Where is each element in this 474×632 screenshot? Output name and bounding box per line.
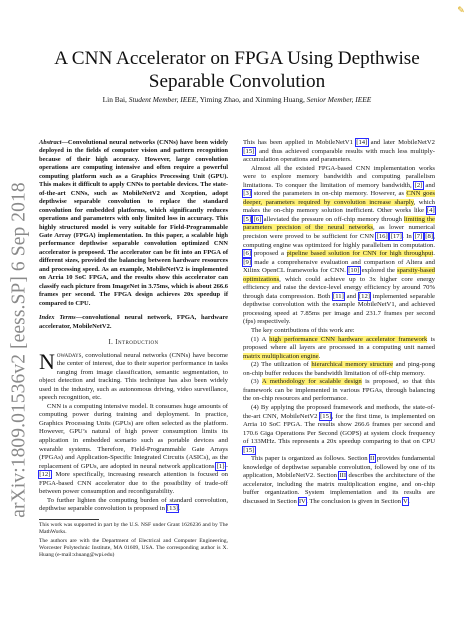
citation-link[interactable]: [15] <box>243 446 255 454</box>
citation-link[interactable]: [9] <box>243 258 252 266</box>
highlighted-text[interactable]: sparsity-based optimizations <box>243 267 435 283</box>
citation-link[interactable]: [16] <box>376 233 388 241</box>
arxiv-sidebar <box>8 170 32 530</box>
highlighted-text[interactable]: hierarchical memory structure <box>311 361 394 369</box>
citation-link[interactable]: [5] <box>243 215 252 223</box>
body-paragraph: Nowadays, convolutional neural networks (CNNs) have become the center of interest, due to their superior performance in tasks ranging from image classification, semantic segmentation, to object detection and tracking. This technique has also been widely used in the industry, such as autonomous driving, video surveillance, speech recognition, etc. <box>39 348 228 402</box>
citation-link[interactable]: [4] <box>426 207 435 215</box>
body-paragraph: (1) A high performance CNN hardware accelerator framework is proposed where all layers are processed in a computing unit named matrix multiplication engine. <box>243 335 435 360</box>
body-paragraph: (3) A methodology for scalable design is proposed, so that this framework can be implemented in various FPGAs, through balancing the on-chip resources and performance. <box>243 378 435 403</box>
highlighted-text[interactable]: CNN goes deeper, parameters required by convolution increase sharply <box>243 190 436 206</box>
body-paragraph: CNN is a computing intensive model. It consumes huge amounts of computing power during training and deployment. In practice, Graphics Processing Units (GPUs) are often selected as the platform. However, GPU’s natural of high power consumption limits its application in embedded scenario such as portable devices and wearable systems. Therefore, Field-Programmable Gate Arrays (FPGAs) and Application-Specific Integrated Circuits (ASICs), as the replacement of GPUs, are adopted in neural network applications [1]–[12]. More specifically, increasing research attention is focused on FPGA-based CNN accelerator due to the possibility of trade-off between power consumption and reconfigurability. <box>39 402 228 496</box>
highlighted-text[interactable]: matrix multiplication engine <box>243 352 319 360</box>
citation-link[interactable]: [1] <box>216 462 225 470</box>
body-paragraph: This has been applied in MobileNetV1 [14] and later MobileNetV2 [15], and thus achieved comparable results with much less multiply-accumulation operations and parameters. <box>243 139 435 164</box>
paper-title: A CNN Accelerator on FPGA Using Depthwise Separable Convolution <box>54 48 420 92</box>
citation-link[interactable]: [15] <box>243 147 255 155</box>
footnote-divider <box>39 519 99 520</box>
highlighted-text[interactable]: limiting the parameters precision of the neural networks <box>243 215 435 232</box>
citation-link[interactable]: IV <box>298 497 306 505</box>
body-paragraph: (4) By applying the proposed framework and methods, the state-of-the-art CNN, MobileNetV2 [15], for the first time, is implemented on Arria 10 SoC FPGA. The results show 266.6 frames per second and 170.6 Giga Operations Per Second (GOPS) at system clock frequency of 133MHz. This represents a 20x speedup comparing to that on CPU [15]. <box>243 403 435 454</box>
section-heading: I. Introduction <box>108 338 159 346</box>
drop-cap: N <box>39 348 55 374</box>
citation-link[interactable]: [13] <box>166 505 178 513</box>
citation-link[interactable]: [6] <box>243 250 252 258</box>
citation-link[interactable]: [7] <box>414 233 423 241</box>
footnote: The authors are with the Department of Electrical and Computer Engineering, Worcester Polytechnic Institute, MA 01609, USA. The corresponding author is X. Huang (e-mail:xhuang@wpi.edu) <box>39 537 228 558</box>
citation-link[interactable]: [12] <box>358 292 371 300</box>
citation-link[interactable]: [8] <box>425 233 434 241</box>
citation-link[interactable]: [6] <box>253 215 262 223</box>
footnote: This work was supported in part by the U.S. NSF under Grant 1626236 and by The MathWorks. <box>39 521 228 535</box>
pdf-annotation-icon[interactable]: ✎ <box>457 6 465 16</box>
body-paragraph: To further lighten the computing burden of standard convolution, depthwise separable convolution is proposed in [13]. <box>39 496 228 513</box>
citation-link[interactable]: [11] <box>333 292 344 300</box>
body-paragraph: Almost all the existed FPGA-based CNN implementation works were to explore memory bandwidth and computing parallelism limitations. To conquer the limitation of memory bandwidth, [2] and [3] stored the parameters in on-chip memory. However, as CNN goes deeper, parameters required by convolution increase sharply, which makes the on-chip memory solution inefficient. Other works like [4] [5] [6] alleviated the pressure on off-chip memory through limiting the parameters precision of the neural networks, as lower numerical precision were proved to be sufficient for CNN [16] [17]. In [7] [8], computing engine was optimized for highly parallelism in computation. [6] proposed a pipeline based solution for CNN for high throughput. [9] made a comprehensive evaluation and comparison of Altera and Xilinx OpenCL frameworks for CNN. [10] explored the sparsity-based optimizations, which could achieve up to 3x higher core energy efficiency and raise the device-level energy efficiency by around 70% through data compression. Both [11] and [12] implemented separable depthwise convolution with the example MobileNetV1, and achieved processing speed at 7.85ms per image and 231.7 frames per second (fps) respectively. <box>243 164 436 326</box>
citation-link[interactable]: III <box>339 472 347 480</box>
body-paragraph: (2) The utilization of hierarchical memory structure and ping-pong on-chip buffer reduces the bandwidth limitation of off-chip memory. <box>243 361 435 377</box>
abstract: Abstract—Convolutional neural networks (CNNs) have been widely deployed in the fields of computer vision and pattern recognition because of their high accuracy. However, large convolution operations are computing intensive and often require a powerful computing platform such as a Graphics Processing Unit (GPU). This makes it difficult to apply CNNs to portable devices. The state-of-the-art CNNs, such as MobileNetV2 and Xception, adopt depthwise separable convolution to replace the standard convolution for embedded platforms, which significantly reduces operations and parameters with only limited loss in accuracy. This highly structured model is very suitable for Field-Programmable Gate Array (FPGA) implementation. In this paper, a scalable high performance depthwise separable convolution optimized CNN accelerator is proposed. The accelerator can be fit into an FPGA of different sizes, provided the balancing between hardware resources and processing speed. As an example, MobileNetV2 is implemented on Arria 10 SoC FPGA, and the results show this accelerator can classify each picture from ImageNet in 3.75ms, which is about 266.6 frames per second. The FPGA design achieves 20x speedup if compared to CPU. <box>39 139 228 307</box>
citation-link[interactable]: [10] <box>348 267 360 275</box>
index-terms: Index Terms—convolutional neural network, FPGA, hardware accelerator, MobileNetV2. <box>39 314 228 330</box>
body-paragraph: The key contributions of this work are: <box>251 327 355 335</box>
highlighted-text[interactable]: high performance CNN hardware accelerator framework <box>269 335 428 343</box>
citation-link[interactable]: [2] <box>414 181 423 189</box>
citation-link[interactable]: [14] <box>356 139 368 146</box>
arxiv-identifier[interactable]: arXiv:1809.01536v2 [eess.SP] 6 Sep 2018 <box>9 182 31 518</box>
citation-link[interactable]: [3] <box>243 190 252 198</box>
body-paragraph: This paper is organized as follows. Section II provides fundamental knowledge of depthwise separable convolution, followed by one of its application, MobileNetV2. Section III describes the architecture of the accelerator, including the matrix multiplication engine, and on-chip buffer organization. System implementation and its results are discussed in Section IV. The conclusion is given in Section V. <box>243 455 435 505</box>
highlighted-text[interactable]: A methodology for scalable design <box>261 378 362 386</box>
highlighted-text[interactable]: pipeline based solution for CNN for high throughput <box>286 250 434 258</box>
citation-link[interactable]: II <box>370 455 375 463</box>
citation-link[interactable]: [15] <box>320 412 332 420</box>
left-column <box>39 139 228 559</box>
citation-link[interactable]: [12] <box>39 471 51 479</box>
right-column <box>243 139 435 507</box>
author-list: Lin Bai, Student Member, IEEE, Yiming Zhao, and Xinming Huang, Senior Member, IEEE <box>102 95 372 104</box>
citation-link[interactable]: V <box>402 497 408 505</box>
citation-link[interactable]: [17] <box>390 233 402 241</box>
